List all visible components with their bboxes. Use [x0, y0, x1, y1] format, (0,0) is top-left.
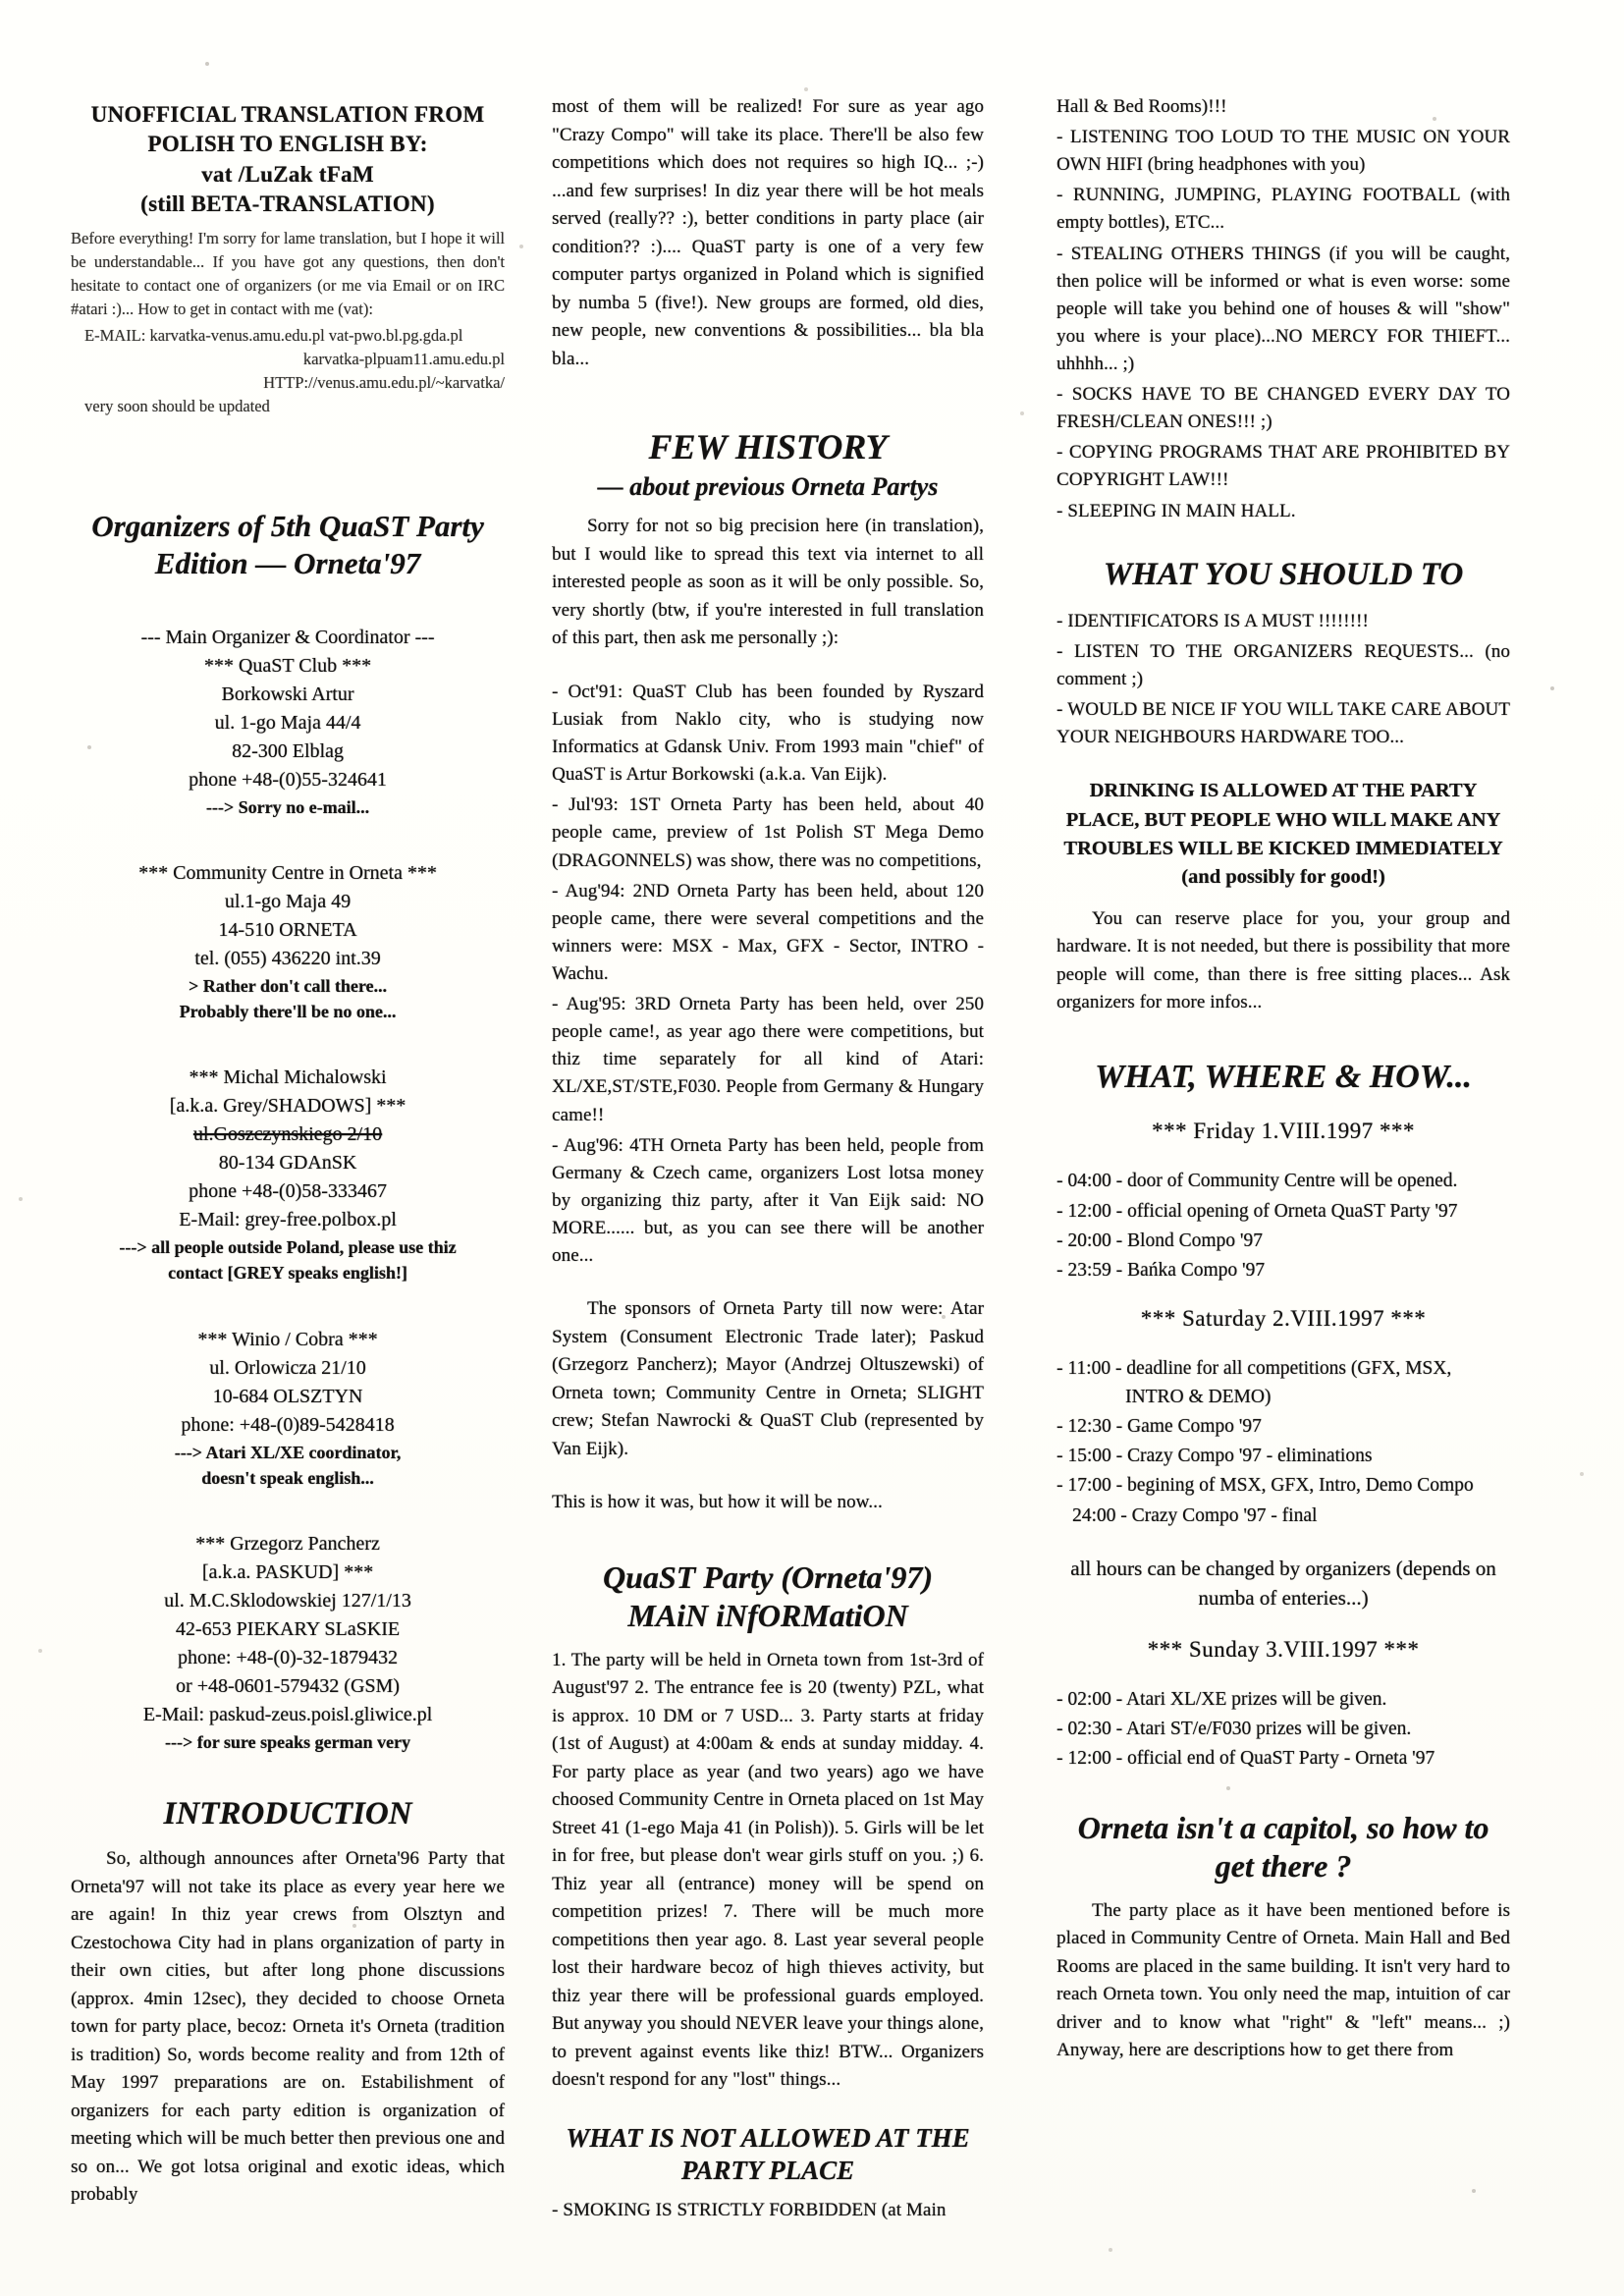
text-line: Borkowski Artur — [221, 683, 354, 706]
block-contact-pancherz — [71, 1530, 505, 1755]
block-heading-what-you-should — [1056, 555, 1510, 594]
block-heading-main-information — [552, 1558, 984, 1635]
block-day-saturday: *** Saturday 2.VIII.1997 *** — [1140, 1306, 1427, 1332]
text-line: PARTY PLACE — [680, 2155, 855, 2185]
block-heading-what-where-how — [1056, 1057, 1510, 1097]
text-line: 10-684 OLSZTYN — [212, 1385, 363, 1407]
text-line: phone +48-(0)55-324641 — [189, 769, 387, 792]
block-sponsors: The sponsors of Orneta Party till now were: Atar System (Consument Electronic Trade later); Paskud (Grzegorz Pancherz); Mayor (Andrzej Oltuszewski) of Orneta town; Community Centre in Orneta; SLIGHT crew; Stefan Nawrocki & QuaST Club (represented by Van Eijk). — [552, 1298, 984, 1459]
text-line: phone: +48-(0)89-5428418 — [181, 1413, 395, 1436]
block-not-allowed-list — [1056, 93, 1510, 525]
text-line: - COPYING PROGRAMS THAT ARE PROHIBITED BY COPYRIGHT LAW!!! — [1056, 442, 1510, 491]
text-line: 42-653 PIEKARY SLaSKIE — [175, 1617, 401, 1640]
text-line: ul. Orlowicza 21/10 — [209, 1356, 366, 1379]
block-main-information-text: 1. The party will be held in Orneta town from 1st-3rd of August'97 2. The entrance fee is 20 (twenty) PZL, what is approx. 10 DM or 7 USD... 3. Party starts at friday (1st of August) at 4:00am & ends at sunday midday. 4. For party place as year (and two years) ago we have choosed Community Centre in Orneta placed on 1st May Street 41 (1-ego Maja 41 (in Polish)). 5. Girls will be let in for free, but please don't wear girls stuff on you. ;) 6. Thiz year all (entrance) money will be spend on competition prizes! 7. There will be much more competitions then year ago. 8. Last year several people lost their hardware becoz of high thieves activity, but thiz year there will be professional guards employed. But anyway you should NEVER leave your things alone, to prevent against events like thiz! BTW... Organizers doesn't respond for any "lost" things... — [552, 1649, 984, 2091]
text-line: - Jul'93: 1ST Orneta Party has been held, about 40 people came, preview of 1st Polish ST Mega Demo (DRAGONNELS) was show, there was no competitions, — [552, 794, 984, 871]
text-line: - 23:59 - Bańka Compo '97 — [1056, 1260, 1266, 1282]
text-line: ul. 1-go Maja 44/4 — [214, 712, 361, 735]
text-line: WHAT IS NOT ALLOWED AT THE — [566, 2122, 970, 2153]
text-line: ---> Atari XL/XE coordinator, — [174, 1442, 402, 1462]
text-line: - 15:00 - Crazy Compo '97 - eliminations — [1056, 1446, 1373, 1467]
text-line: E-Mail: grey-free.polbox.pl — [179, 1209, 397, 1231]
text-line: Edition — Orneta'97 — [154, 546, 421, 581]
block-history-intro: Sorry for not so big precision here (in translation), but I would like to spread this text via internet to all interested people as soon as it will be only possible. So, very shortly (btw, if you're interested in full translation of this part, then ask me personally ;): — [552, 516, 984, 649]
text-line: 14-510 ORNETA — [218, 919, 357, 942]
text-line: karvatka-plpuam11.amu.edu.pl — [302, 350, 505, 369]
text-line: POLISH TO ENGLISH BY: — [147, 132, 428, 157]
text-line: - Aug'96: 4TH Orneta Party has been held, people from Germany & Czech came, organizers Lost lotsa money by organizing thiz party, after it Van Eijk said: NO MORE...... but, as you can see there will be another one... — [552, 1134, 984, 1267]
text-line: - 11:00 - deadline for all competitions (GFX, MSX, INTRO & DEMO) — [1056, 1358, 1452, 1407]
text-line: 24:00 - Crazy Compo '97 - final — [1072, 1504, 1318, 1526]
text-line: - Oct'91: QuaST Club has been founded by Ryszard Lusiak from Naklo city, who is studying now Informatics at Gdansk Univ. From 1993 main "chief" of QuaST is Artur Borkowski (a.k.a. Van Eijk). — [552, 681, 984, 786]
text-line: E-Mail: paskud-zeus.poisl.gliwice.pl — [142, 1703, 433, 1725]
paper-noise-specks — [0, 0, 2, 2]
block-should-list — [1056, 608, 1510, 752]
block-heading-introduction — [71, 1794, 505, 1833]
block-not-allowed-start — [552, 2197, 984, 2224]
text-line: QuaST Party (Orneta'97) — [603, 1558, 933, 1595]
text-line: - 20:00 - Blond Compo '97 — [1056, 1230, 1263, 1251]
block-heading-how-to-get — [1056, 1809, 1510, 1886]
text-line: --- Main Organizer & Coordinator --- — [140, 627, 435, 649]
text-line: INTRODUCTION — [163, 1795, 412, 1831]
text-line: - STEALING OTHERS THINGS (if you will be caught, then police will be informed or what is even worse: some people will take you behind one of houses & will "show" you where is your place)...NO MERCY FOR THIEFT... uhhhh... ;) — [1056, 243, 1510, 374]
text-line: - 02:30 - Atari ST/e/F030 prizes will be given. — [1056, 1719, 1412, 1740]
block-translator-note: Before everything! I'm sorry for lame translation, but I hope it will be understandable... If you have got any questions, then don't hesitate to contact one of organizers (or me via Email or on IRC #atari :)... How to get in contact with me (vat): — [71, 229, 505, 318]
text-line: - LISTEN TO THE ORGANIZERS REQUESTS... (no comment ;) — [1056, 641, 1510, 690]
text-line: MAiN iNfORMatiON — [627, 1597, 908, 1633]
block-heading-not-allowed — [552, 2122, 984, 2187]
block-heading-few-history — [552, 426, 984, 469]
text-line: - SLEEPING IN MAIN HALL. — [1056, 500, 1296, 521]
block-introduction-text: So, although announces after Orneta'96 Party that Orneta'97 will not take its place as every year here we are again! In thiz year crews from Olsztyn and Czestochowa City had in plans organization of party in their own cities, but after long phone discussions (approx. 4min 12sec), they decided to choose Orneta town for party place, becoz: Orneta it's Orneta (tradition is tradition) So, words become reality and from 12th of May 1997 preparations are on. Estabilishment of organizers for each party edition is organization of meeting which will be much better then previous one and so on... We got lotsa original and exotic ideas, which probably — [71, 1848, 505, 2206]
column-left — [71, 100, 505, 2210]
text-line: *** Grzegorz Pancherz — [195, 1532, 380, 1555]
block-transition: This is how it was, but how it will be now... — [552, 1492, 883, 1513]
text-line: Orneta isn't a capitol, so how to — [1077, 1809, 1489, 1845]
text-line: FEW HISTORY — [648, 427, 888, 466]
text-line: *** Michal Michalowski — [189, 1066, 387, 1089]
block-contact-winio — [71, 1326, 505, 1491]
block-subheading-few-history — [552, 471, 984, 504]
block-contact-michalowski — [71, 1064, 505, 1285]
text-line: - 12:00 - official opening of Orneta QuaST Party '97 — [1056, 1200, 1458, 1222]
text-line: > Rather don't call there... — [188, 976, 388, 997]
text-line: ul.1-go Maja 49 — [224, 891, 352, 913]
text-line: - Aug'94: 2ND Orneta Party has been held, about 120 people came, there were several competitions and the winners were: MSX - Max, GFX - Sector, INTRO - Wachu. — [552, 880, 984, 984]
text-line: HTTP://venus.amu.edu.pl/~karvatka/ — [263, 372, 505, 392]
text-line: - 02:00 - Atari XL/XE prizes will be given. — [1056, 1688, 1387, 1710]
text-line: vat /LuZak tFaM — [201, 161, 374, 187]
block-reservation-note: You can reserve place for you, your group and hardware. It is not needed, but there is possibility that more people will come, than there is free sitting places... Ask organizers for more infos... — [1056, 907, 1510, 1013]
text-line: - SMOKING IS STRICTLY FORBIDDEN (at Main — [552, 2199, 947, 2220]
text-line: Organizers of 5th QuaST Party — [91, 509, 484, 544]
text-line: WHAT YOU SHOULD TO — [1103, 556, 1464, 592]
block-drinking-notice: DRINKING IS ALLOWED AT THE PARTY PLACE, BUT PEOPLE WHO WILL MAKE ANY TROUBLES WILL BE KICKED IMMEDIATELY (and possibly for good!) — [1063, 780, 1503, 888]
text-line: (still BETA-TRANSLATION) — [140, 191, 435, 217]
block-contact-community-centre — [71, 859, 505, 1024]
block-schedule-friday — [1056, 1168, 1510, 1285]
text-line: — about previous Orneta Partys — [597, 471, 939, 501]
text-line: Hall & Bed Rooms)!!! — [1056, 96, 1227, 117]
block-intro-continued: most of them will be realized! For sure as year ago "Crazy Compo" will take its place. There'll be also few competitions which does not requires so high IQ... ;-) ...and few surprises! In diz year there will be hot meals served (really?? :), better conditions in party place (air condition?? :).... QuaST party is one of a very few computer partys organized in Poland which is signified by numba 5 (five!). New groups are formed, old dies, new people, new conventions & possibilities... bla bla bla... — [552, 96, 984, 369]
text-line: Probably there'll be no one... — [179, 1002, 397, 1022]
text-line: doesn't speak english... — [201, 1467, 374, 1488]
block-schedule-saturday — [1056, 1355, 1510, 1530]
text-line: - 04:00 - door of Community Centre will be opened. — [1056, 1171, 1458, 1192]
block-schedule-sunday — [1056, 1686, 1510, 1774]
text-line: - RUNNING, JUMPING, PLAYING FOOTBALL (with empty bottles), ETC... — [1056, 185, 1510, 234]
text-line: ---> for sure speaks german very — [164, 1731, 411, 1752]
text-line: ul. M.C.Sklodowskiej 127/1/13 — [164, 1589, 411, 1612]
block-translator-contacts — [71, 324, 505, 417]
text-line: E-MAIL: karvatka-venus.amu.edu.pl vat-pwo.bl.pg.gda.pl — [84, 326, 463, 346]
block-translation-header — [71, 100, 505, 219]
text-line: phone +48-(0)58-333467 — [189, 1180, 387, 1203]
block-how-to-get-text: The party place as it have been mentioned before is placed in Community Centre of Orneta. Main Hall and Bed Rooms are placed in the same building. It isn't very hard to reach Orneta town. You only need the map, intuition of car driver and to know what "right" & "left" means... ;) Anyway, here are descriptions how to get there from — [1056, 1899, 1510, 2061]
text-line: - 12:30 - Game Compo '97 — [1056, 1415, 1262, 1437]
block-hours-note: all hours can be changed by organizers (depends on numba of enteries...) — [1070, 1557, 1496, 1611]
text-line: ---> Sorry no e-mail... — [205, 797, 370, 818]
text-line: 82-300 Elblag — [232, 740, 344, 763]
text-line: WHAT, WHERE & HOW... — [1095, 1058, 1472, 1095]
text-line: phone: +48-(0)-32-1879432 — [177, 1646, 398, 1668]
text-line: ---> all people outside Poland, please use thiz — [119, 1237, 457, 1258]
text-line: *** Winio / Cobra *** — [197, 1328, 378, 1350]
text-line: - SOCKS HAVE TO BE CHANGED EVERY DAY TO FRESH/CLEAN ONES!!! ;) — [1056, 384, 1510, 433]
block-history-list — [552, 679, 984, 1270]
text-line: *** Community Centre in Orneta *** — [138, 862, 437, 885]
text-line: [a.k.a. PASKUD] *** — [201, 1560, 374, 1583]
text-line: - 12:00 - official end of QuaST Party - Orneta '97 — [1056, 1748, 1435, 1770]
text-line: get there ? — [1215, 1847, 1352, 1884]
block-contact-quast-club — [71, 624, 505, 820]
text-line: very soon should be updated — [84, 396, 270, 415]
text-line: 80-134 GDAnSK — [218, 1152, 357, 1175]
block-day-sunday: *** Sunday 3.VIII.1997 *** — [1147, 1636, 1420, 1662]
block-day-friday: *** Friday 1.VIII.1997 *** — [1152, 1119, 1415, 1144]
text-line: tel. (055) 436220 int.39 — [194, 948, 381, 970]
column-right — [1056, 93, 1510, 2065]
text-line: - LISTENING TOO LOUD TO THE MUSIC ON YOUR OWN HIFI (bring headphones with you) — [1056, 127, 1510, 176]
text-line: UNOFFICIAL TRANSLATION FROM — [90, 102, 485, 127]
text-line: ul.Goszczynskiego 2/10 — [192, 1123, 383, 1146]
text-line: [a.k.a. Grey/SHADOWS] *** — [169, 1095, 406, 1118]
text-line: - WOULD BE NICE IF YOU WILL TAKE CARE ABOUT YOUR NEIGHBOURS HARDWARE TOO... — [1056, 699, 1510, 748]
text-line: - IDENTIFICATORS IS A MUST !!!!!!!! — [1056, 610, 1369, 631]
text-line: or +48-0601-579432 (GSM) — [176, 1674, 400, 1697]
text-line: - 17:00 - begining of MSX, GFX, Intro, Demo Compo — [1056, 1475, 1474, 1497]
column-middle — [552, 93, 984, 2227]
block-heading-organizers — [71, 508, 505, 582]
text-line: contact [GREY speaks english!] — [168, 1263, 407, 1284]
text-line: - Aug'95: 3RD Orneta Party has been held, over 250 people came!, as year ago there were competitions, but thiz time separately for all kind of Atari: XL/XE,ST/STE,F030. People from Germany & Hungary came!! — [552, 994, 984, 1125]
text-line: *** QuaST Club *** — [203, 655, 372, 678]
